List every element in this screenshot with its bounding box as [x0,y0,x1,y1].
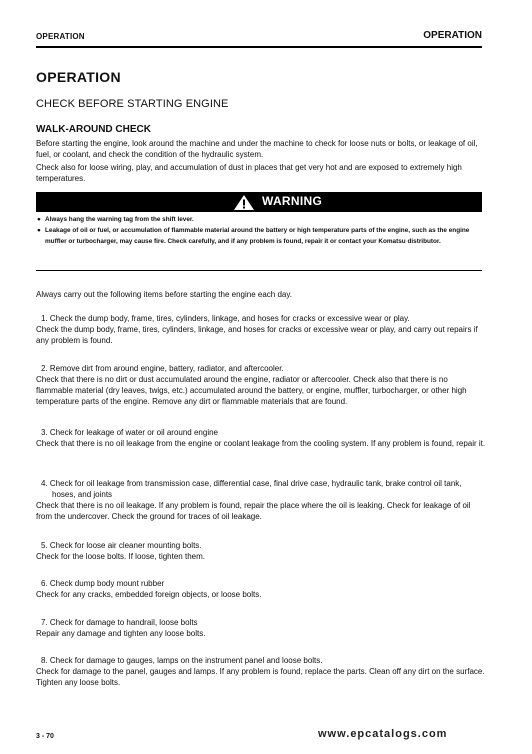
warning-divider [36,270,482,271]
check-item-body: Repair any damage and tighten any loose bolts. [36,629,206,638]
check-item [36,655,486,688]
check-item [36,363,486,407]
warning-banner [36,192,482,212]
warning-item-text: Always hang the warning tag from the shift lever. [45,216,194,223]
check-item-heading: 8. Check for damage to gauges, lamps on the instrument panel and loose bolts. [41,656,323,665]
check-item [36,540,486,562]
check-item-heading: 3. Check for leakage of water or oil around engine [41,428,218,437]
warning-label: WARNING [262,194,323,208]
warning-item [36,225,482,247]
warning-list [36,214,482,247]
check-item [36,617,486,639]
check-item-body: Check that there is no oil leakage. If any problem is found, repair the place where the oil is leaking. Check for leakage of oil from the undercover. Check the ground for traces of oil leakage. [36,501,471,521]
check-item-body: Check for damage to the panel, gauges and lamps. If any problem is found, replace the parts. Clean off any dirt on the surface. Tighten any loose bolts. [36,667,485,687]
check-item [36,313,486,346]
bullet-icon: ● [37,227,41,234]
check-item [36,578,486,600]
warning-item [36,214,482,225]
check-item-heading: 1. Check the dump body, frame, tires, cylinders, linkage, and hoses for cracks or excessive wear or play. [41,314,410,323]
check-item-heading: 2. Remove dirt from around engine, battery, radiator, and aftercooler. [41,364,284,373]
section-subtitle: CHECK BEFORE STARTING ENGINE [36,98,229,110]
check-item-body: Check for any cracks, embedded foreign objects, or loose bolts. [36,590,262,599]
check-item-heading: 7. Check for damage to handrail, loose bolts [41,618,198,627]
running-header [36,29,482,48]
walkaround-paragraph-1: Before starting the engine, look around the machine and under the machine to check for loose nuts or bolts, or leakage of oil, fuel, or coolant, and check the condition of the hydraulic system. [36,139,478,159]
check-item-body: Check for the loose bolts. If loose, tighten them. [36,552,205,561]
check-item-heading: 4. Check for oil leakage from transmission case, differential case, final drive case, hydraulic tank, brake control oil tank, hoses, and joints [41,479,462,499]
check-item-body: Check the dump body, frame, tires, cylinders, linkage, and hoses for cracks or excessive wear or play, and carry out repairs if any problem is found. [36,325,478,345]
header-section-left: OPERATION [36,32,85,41]
warning-item-text: Leakage of oil or fuel, or accumulation of flammable material around the battery or high temperature parts of the engine, such as the engine muffler or turbocharger, may cause fire. Check carefully, and if any problem is found, repair it or contact your Komatsu distributor. [45,227,470,245]
header-section-right: OPERATION [423,30,482,41]
check-item-body: Check that there is no dirt or dust accumulated around the engine, radiator or aftercooler. Check also that there is no flammable material (dry leaves, twigs, etc.) accumulated around the battery, or engine, muffler, turbocharger, or other high temperature parts of the engine. Remove any dirt or flammable materials that are found. [36,375,467,406]
check-item [36,427,486,449]
bullet-icon: ● [37,216,41,223]
check-item [36,478,486,522]
watermark-text: www.epcatalogs.com [318,728,448,740]
check-item-body: Check that there is no oil leakage from the engine or coolant leakage from the cooling system. If any problem is found, repair it. [36,439,486,448]
walkaround-heading: WALK-AROUND CHECK [36,124,151,135]
page-number: 3 - 70 [36,733,54,740]
walkaround-paragraph-2: Check also for loose wiring, play, and accumulation of dust in places that get very hot and are exposed to extremely high temperatures. [36,163,462,183]
warning-triangle-icon [233,194,255,211]
check-item-heading: 5. Check for loose air cleaner mounting bolts. [41,541,202,550]
intro-paragraph: Always carry out the following items before starting the engine each day. [36,290,292,299]
check-item-heading: 6. Check dump body mount rubber [41,579,165,588]
page-title: OPERATION [36,69,121,85]
